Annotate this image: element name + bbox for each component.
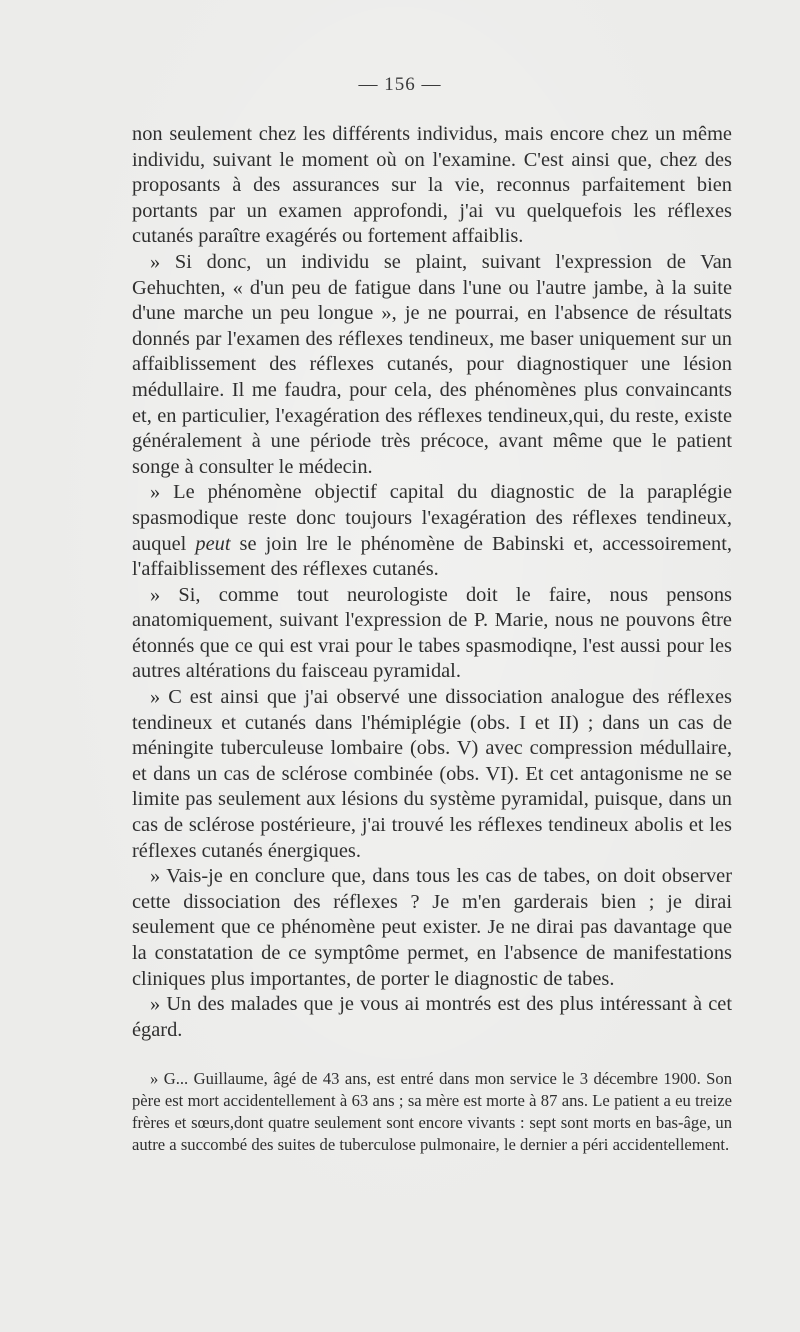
paragraph-5: » C est ainsi que j'ai observé une dissociation analogue des réflexes tendineux et cutanés dans l'hémiplégie (obs. I et II) ; dans un cas de méningite tuberculeuse lombaire (obs. V) avec compression médullaire, et dans un cas de sclérose combinée (obs. VI). Et cet antagonisme ne se limite pas seulement aux lésions du système pyramidal, puisque, dans un cas de sclérose postérieure, j'ai trouvé les réflexes tendineux abolis et les réflexes cutanés énergiques. [132,686,732,862]
paragraph-7: » Un des malades que je vous ai montrés est des plus intéressant à cet égard. [132,993,732,1041]
italic-word: peut [195,532,231,555]
paragraph-4: » Si, comme tout neurologiste doit le faire, nous pensons anatomiquement, suivant l'expression de P. Marie, nous ne pouvons être étonnés que ce qui est vrai pour le tabes spasmodiqne, l'est aussi pour les autres altérations du faisceau pyramidal. [132,583,732,683]
case-note-paragraph: » G... Guillaume, âgé de 43 ans, est entré dans mon service le 3 décembre 1900. Son père est mort accidentellement à 63 ans ; sa mère est morte à 87 ans. Le patient a eu treize frères et sœurs,dont quatre seulement sont encore vivants : sept sont morts en bas-âge, un autre a succombé des suites de tuberculose pulmonaire, le dernier a péri accidentellement. [132,1069,732,1154]
case-note [132,1068,732,1156]
paragraph-3-start: » Le phénomène objectif capital du diagnostic de la paraplégie spasmodique reste donc toujours l'exagération des réflexes tendineux, auquel [132,481,732,555]
paragraph-3-end: se join lre le phénomène de Babinski et, accessoirement, l'affaiblissement des réflexes cutanés. [132,532,733,581]
paragraph-2: » Si donc, un individu se plaint, suivant l'expression de Van Gehuchten, « d'un peu de fatigue dans l'une ou l'autre jambe, à la suite d'une marche un peu longue », je ne pourrai, en l'absence de résultats donnés par l'examen des réflexes tendineux, me baser uniquement sur un affaiblissement des réflexes cutanés, pour diagnostiquer une lésion médullaire. Il me faudra, pour cela, des phénomènes plus convaincants et, en particulier, l'exagération des réflexes tendineux,qui, du reste, existe généralement à une période très précoce, avant même que le patient songe à consulter le médecin. [132,250,732,478]
main-text [132,122,732,1043]
paragraph-6: » Vais-je en conclure que, dans tous les cas de tabes, on doit observer cette dissociation des réflexes ? Je m'en garderais bien ; je dirai seulement que ce phénomène peut exister. Je ne dirai pas davantage que la constatation de ce symptôme permet, en l'absence de manifestations cliniques plus importantes, de porter le diagnostic de tabes. [132,865,732,990]
paragraph-3 [132,480,732,582]
page-number: — 156 — [358,74,442,95]
paragraph-1: non seulement chez les différents individus, mais encore chez un même individu, suivant le moment où on l'examine. C'est ainsi que, chez des proposants à des assurances sur la vie, reconnus parfaitement bien portants par un examen approfondi, j'ai vu quelquefois les réflexes cutanés paraître exagérés ou fortement affaiblis. [132,123,732,248]
